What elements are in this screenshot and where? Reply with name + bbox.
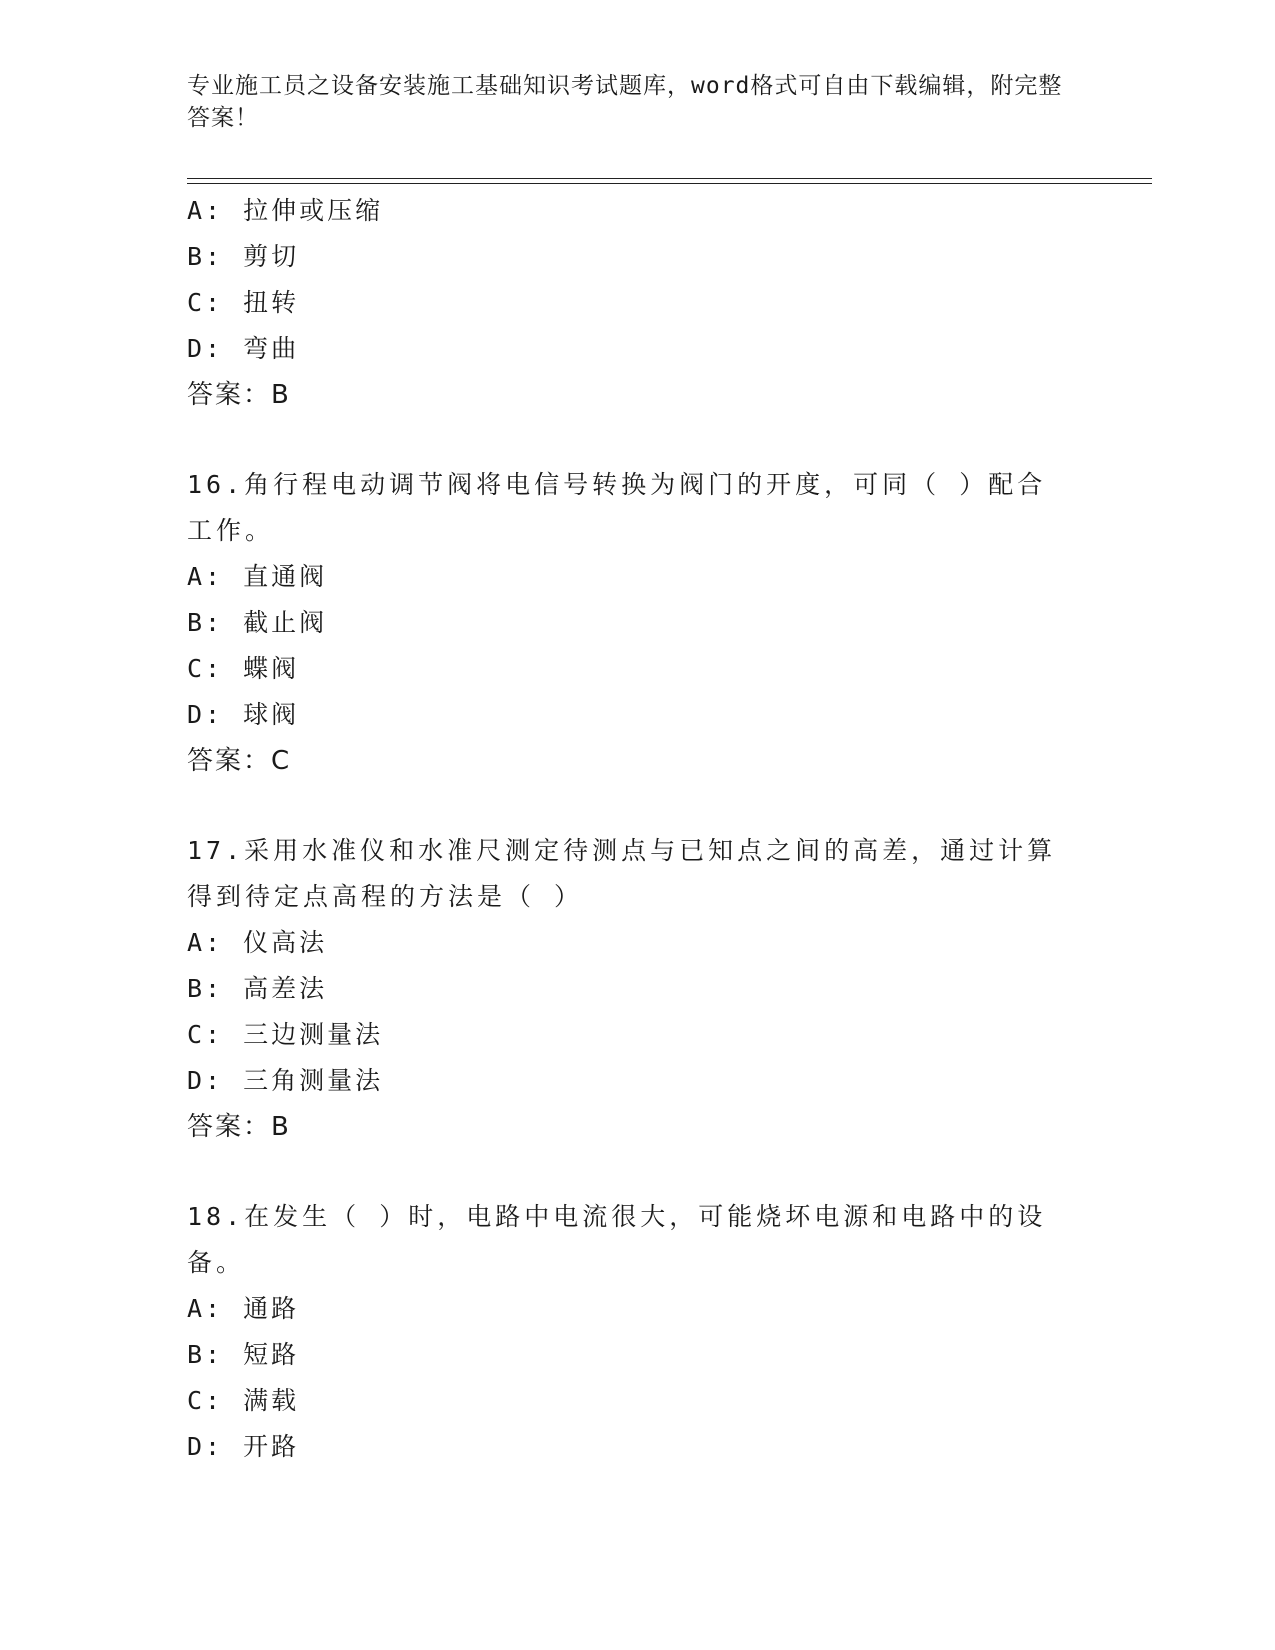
- option-key: C:: [187, 1386, 224, 1415]
- option-text: 弯曲: [243, 334, 300, 363]
- option-b: [187, 600, 1087, 646]
- answer-line: 答案：B: [187, 380, 291, 410]
- option-key: A:: [187, 562, 224, 591]
- question-block: [187, 1194, 1087, 1470]
- option-d: [187, 326, 1087, 372]
- option-text: 三边测量法: [243, 1020, 384, 1049]
- option-d: [187, 1424, 1087, 1470]
- option-text: 直通阀: [243, 562, 328, 591]
- option-text: 拉伸或压缩: [243, 196, 384, 225]
- option-text: 三角测量法: [243, 1066, 384, 1095]
- question-block: [187, 188, 1087, 418]
- question-block: [187, 462, 1087, 784]
- option-text: 满载: [243, 1386, 300, 1415]
- option-c: [187, 1012, 1087, 1058]
- option-b: [187, 234, 1087, 280]
- question-text: 18.在发生（ ）时，电路中电流很大，可能烧坏电源和电路中的设备。: [187, 1202, 1047, 1277]
- question-text: 17.采用水准仪和水准尺测定待测点与已知点之间的高差，通过计算得到待定点高程的方法是（ ）: [187, 836, 1057, 911]
- option-key: C:: [187, 654, 224, 683]
- option-text: 球阀: [243, 700, 300, 729]
- question-block: [187, 828, 1087, 1150]
- option-d: [187, 692, 1087, 738]
- option-key: C:: [187, 288, 224, 317]
- option-key: C:: [187, 1020, 224, 1049]
- option-text: 剪切: [243, 242, 300, 271]
- option-key: D:: [187, 1066, 224, 1095]
- option-key: A:: [187, 928, 224, 957]
- option-a: [187, 920, 1087, 966]
- option-text: 仪高法: [243, 928, 328, 957]
- option-key: D:: [187, 334, 224, 363]
- option-key: D:: [187, 1432, 224, 1461]
- option-key: A:: [187, 196, 224, 225]
- option-b: [187, 966, 1087, 1012]
- document-header: 专业施工员之设备安装施工基础知识考试题库，word格式可自由下载编辑，附完整答案！: [187, 73, 1063, 131]
- question-list: [187, 188, 1087, 1470]
- option-text: 开路: [243, 1432, 300, 1461]
- option-key: B:: [187, 242, 224, 271]
- option-key: B:: [187, 974, 224, 1003]
- option-text: 通路: [243, 1294, 300, 1323]
- option-a: [187, 1286, 1087, 1332]
- option-text: 截止阀: [243, 608, 328, 637]
- option-text: 高差法: [243, 974, 328, 1003]
- option-key: B:: [187, 1340, 224, 1369]
- option-key: B:: [187, 608, 224, 637]
- header-rule-bottom: [187, 183, 1152, 184]
- option-text: 短路: [243, 1340, 300, 1369]
- header-rule-top: [187, 178, 1152, 179]
- option-text: 蝶阀: [243, 654, 300, 683]
- option-b: [187, 1332, 1087, 1378]
- option-a: [187, 188, 1087, 234]
- option-c: [187, 646, 1087, 692]
- answer-line: 答案：B: [187, 1112, 291, 1142]
- option-key: D:: [187, 700, 224, 729]
- option-a: [187, 554, 1087, 600]
- option-key: A:: [187, 1294, 224, 1323]
- option-c: [187, 280, 1087, 326]
- option-text: 扭转: [243, 288, 300, 317]
- option-d: [187, 1058, 1087, 1104]
- question-text: 16.角行程电动调节阀将电信号转换为阀门的开度，可同（ ）配合工作。: [187, 470, 1047, 545]
- answer-line: 答案：C: [187, 746, 292, 776]
- option-c: [187, 1378, 1087, 1424]
